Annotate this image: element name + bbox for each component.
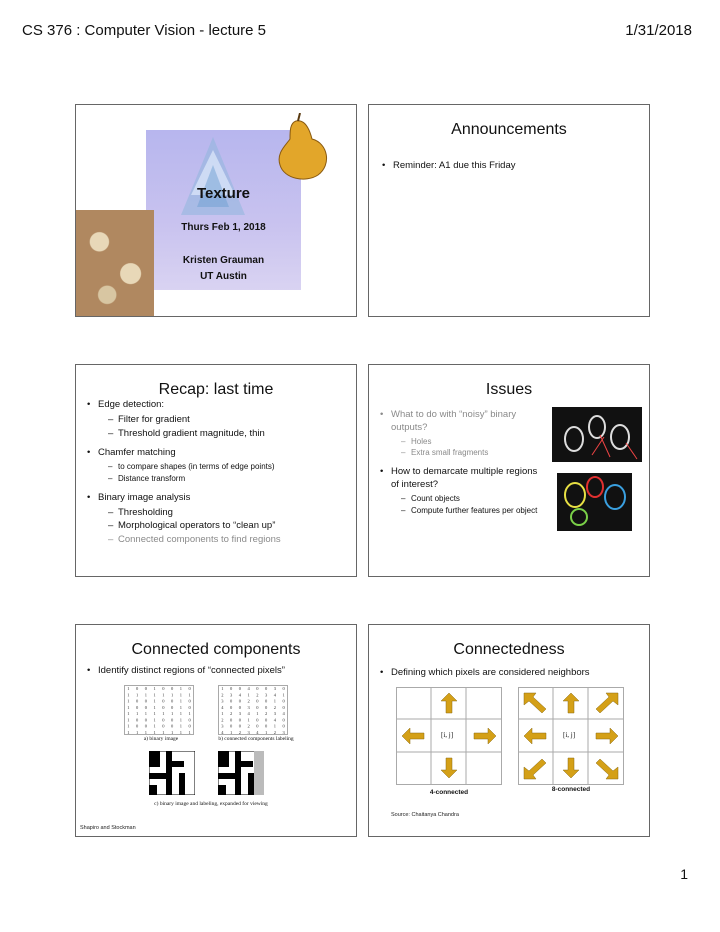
svg-text:0: 0	[135, 723, 139, 729]
svg-text:1: 1	[229, 729, 233, 735]
svg-text:1: 1	[273, 698, 277, 704]
svg-text:2: 2	[273, 729, 277, 735]
slide-title: Connectedness	[453, 641, 565, 658]
svg-text:0: 0	[256, 704, 259, 710]
svg-text:1: 1	[170, 729, 174, 735]
svg-text:0: 0	[238, 717, 242, 723]
svg-text:0: 0	[188, 704, 191, 710]
svg-text:1: 1	[135, 729, 139, 735]
bullet-list	[379, 160, 641, 175]
bullet-list	[377, 667, 647, 682]
svg-text:3: 3	[247, 729, 250, 735]
svg-text:0: 0	[282, 698, 285, 704]
source-credit: Shapiro and Stockman	[80, 825, 136, 831]
bullet-edge-detection: • Edge detection:	[84, 399, 352, 412]
svg-text:4: 4	[247, 686, 250, 691]
svg-text:2: 2	[238, 729, 242, 735]
bullet-binary-image-analysis: • Binary image analysis	[84, 492, 352, 505]
svg-text:1: 1	[179, 723, 183, 729]
svg-text:2: 2	[273, 704, 277, 710]
svg-text:0: 0	[170, 698, 174, 704]
svg-text:2: 2	[247, 723, 250, 729]
source-credit: Source: Chaitanya Chandra	[391, 812, 459, 818]
slide-title: Issues	[485, 381, 533, 398]
svg-text:0: 0	[162, 723, 165, 729]
bullet-define-neighbors: • Defining which pixels are considered neighbors	[377, 667, 647, 680]
svg-text:1: 1	[179, 686, 183, 691]
sub-bullet: – Holes	[377, 437, 547, 448]
svg-text:1: 1	[256, 711, 259, 717]
svg-text:3: 3	[247, 704, 250, 710]
svg-text:1: 1	[127, 686, 130, 691]
slide-issues	[368, 364, 650, 577]
sub-bullet: – Count objects	[377, 494, 547, 505]
slide-date: Thurs Feb 1, 2018	[181, 222, 266, 233]
noisy-faces-image	[552, 407, 642, 462]
bullet-identify-regions: • Identify distinct regions of “connected pixels”	[84, 665, 354, 678]
svg-text:1: 1	[264, 729, 268, 735]
svg-text:0: 0	[135, 686, 139, 691]
svg-text:4: 4	[238, 692, 242, 698]
slide-title: Announcements	[451, 121, 567, 138]
svg-text:1: 1	[247, 692, 250, 698]
header-course-title: CS 376 : Computer Vision - lecture 5	[22, 22, 267, 39]
slide-announcements	[368, 104, 650, 317]
svg-text:1: 1	[127, 729, 130, 735]
svg-text:4: 4	[221, 704, 224, 710]
svg-text:3: 3	[221, 723, 224, 729]
labeled-regions-image	[557, 473, 632, 531]
svg-text:0: 0	[144, 698, 148, 704]
svg-text:3: 3	[229, 692, 233, 698]
labeling-grid	[218, 685, 288, 735]
svg-text:0: 0	[256, 698, 259, 704]
sub-bullet: – Compute further features per object	[377, 506, 547, 517]
slide-connected-components	[75, 624, 357, 837]
svg-text:1: 1	[179, 698, 183, 704]
svg-text:1: 1	[127, 711, 130, 717]
svg-text:2: 2	[229, 711, 233, 717]
bullet-list	[84, 399, 352, 548]
svg-text:0: 0	[144, 704, 148, 710]
svg-text:0: 0	[238, 686, 242, 691]
svg-text:0: 0	[264, 698, 268, 704]
caption-binary-image: a) binary image	[143, 736, 179, 742]
sub-bullet: – Distance transform	[84, 474, 352, 485]
svg-text:1: 1	[188, 692, 191, 698]
bullet-list	[84, 665, 354, 680]
svg-text:1: 1	[135, 692, 139, 698]
svg-text:1: 1	[127, 698, 130, 704]
svg-text:1: 1	[162, 692, 165, 698]
tree-graphic	[171, 135, 256, 225]
svg-text:1: 1	[179, 692, 183, 698]
svg-text:0: 0	[144, 686, 148, 691]
svg-text:1: 1	[153, 698, 156, 704]
pear-image	[266, 113, 338, 183]
svg-text:4: 4	[273, 692, 277, 698]
svg-text:1: 1	[282, 692, 285, 698]
bullet-demarcate-regions: • How to demarcate multiple regions of interest?	[377, 466, 547, 492]
svg-text:2: 2	[247, 698, 250, 704]
sub-bullet: – Threshold gradient magnitude, thin	[84, 428, 352, 441]
svg-text:0: 0	[264, 723, 268, 729]
svg-text:3: 3	[221, 698, 224, 704]
svg-text:2: 2	[256, 692, 259, 698]
svg-text:0: 0	[256, 717, 259, 723]
slide-affiliation: UT Austin	[200, 271, 247, 282]
svg-text:0: 0	[144, 723, 148, 729]
svg-text:1: 1	[179, 729, 183, 735]
svg-text:0: 0	[162, 704, 165, 710]
svg-text:1: 1	[153, 723, 156, 729]
svg-text:1: 1	[127, 692, 130, 698]
svg-text:1: 1	[162, 729, 165, 735]
svg-text:1: 1	[170, 692, 174, 698]
bullet-chamfer-matching: • Chamfer matching	[84, 447, 352, 460]
svg-text:1: 1	[153, 717, 156, 723]
svg-text:1: 1	[221, 711, 224, 717]
svg-text:0: 0	[229, 686, 233, 691]
svg-text:3: 3	[282, 729, 285, 735]
svg-text:0: 0	[162, 686, 165, 691]
svg-text:1: 1	[127, 717, 130, 723]
svg-text:1: 1	[135, 711, 139, 717]
svg-text:3: 3	[273, 711, 277, 717]
svg-text:2: 2	[221, 692, 224, 698]
header-date: 1/31/2018	[625, 22, 692, 39]
svg-text:1: 1	[153, 692, 156, 698]
svg-text:0: 0	[135, 698, 139, 704]
svg-text:0: 0	[144, 717, 148, 723]
svg-text:0: 0	[282, 686, 285, 691]
svg-text:0: 0	[282, 723, 285, 729]
svg-text:1: 1	[144, 711, 148, 717]
center-pixel-label: [i, j]	[563, 731, 576, 739]
svg-text:0: 0	[256, 723, 259, 729]
svg-text:0: 0	[282, 717, 285, 723]
svg-text:1: 1	[170, 711, 174, 717]
svg-text:0: 0	[229, 698, 233, 704]
sponge-texture-image	[76, 210, 154, 316]
svg-text:4: 4	[247, 711, 250, 717]
sub-bullet: – to compare shapes (in terms of edge points)	[84, 462, 352, 473]
svg-text:0: 0	[238, 723, 242, 729]
svg-text:1: 1	[188, 729, 191, 735]
bullet-list	[377, 409, 547, 517]
label-8-connected: 8-connected	[551, 786, 591, 793]
svg-text:1: 1	[179, 704, 183, 710]
svg-text:4: 4	[273, 717, 277, 723]
svg-text:0: 0	[188, 686, 191, 691]
svg-text:0: 0	[264, 717, 268, 723]
svg-text:3: 3	[238, 711, 242, 717]
sub-bullet: – Extra small fragments	[377, 448, 547, 459]
slide-title: Recap: last time	[158, 381, 274, 398]
sub-bullet: – Connected components to find regions	[84, 534, 352, 547]
svg-text:1: 1	[162, 711, 165, 717]
svg-text:1: 1	[273, 723, 277, 729]
svg-text:1: 1	[153, 711, 156, 717]
svg-text:1: 1	[247, 717, 250, 723]
svg-text:0: 0	[170, 723, 174, 729]
svg-text:1: 1	[153, 686, 156, 691]
caption-labeling: b) connected components labeling	[218, 736, 294, 742]
caption-expanded: c) binary image and labeling, expanded for viewing	[154, 801, 268, 807]
svg-text:0: 0	[264, 704, 268, 710]
sub-bullet: – Morphological operators to “clean up”	[84, 520, 352, 533]
svg-text:1: 1	[179, 717, 183, 723]
svg-text:1: 1	[144, 692, 148, 698]
svg-text:3: 3	[264, 692, 268, 698]
svg-text:0: 0	[170, 704, 174, 710]
svg-text:1: 1	[179, 711, 183, 717]
svg-text:0: 0	[188, 717, 191, 723]
slide-recap	[75, 364, 357, 577]
slide-title: Texture	[196, 185, 251, 202]
svg-text:0: 0	[188, 723, 191, 729]
bullet-reminder: • Reminder: A1 due this Friday	[379, 160, 641, 173]
svg-text:1: 1	[144, 729, 148, 735]
svg-text:1: 1	[221, 686, 224, 691]
svg-text:0: 0	[188, 698, 191, 704]
slide-title: Connected components	[131, 641, 301, 658]
svg-text:4: 4	[282, 711, 285, 717]
expanded-binary-image	[149, 751, 195, 795]
svg-text:4: 4	[256, 729, 259, 735]
expanded-labeling-image	[218, 751, 264, 795]
svg-text:4: 4	[221, 729, 224, 735]
svg-text:0: 0	[135, 704, 139, 710]
page-number: 1	[680, 866, 688, 882]
svg-text:0: 0	[170, 686, 174, 691]
slide-texture-title	[75, 104, 357, 317]
svg-text:0: 0	[264, 686, 268, 691]
svg-text:0: 0	[256, 686, 259, 691]
svg-text:1: 1	[188, 711, 191, 717]
svg-text:3: 3	[273, 686, 277, 691]
svg-text:0: 0	[162, 698, 165, 704]
label-4-connected: 4-connected	[429, 789, 469, 796]
center-pixel-label: [i, j]	[441, 731, 454, 739]
sub-bullet: – Filter for gradient	[84, 414, 352, 427]
binary-image-grid	[124, 685, 194, 735]
sub-bullet: – Thresholding	[84, 507, 352, 520]
bullet-noisy-outputs: • What to do with “noisy” binary outputs?	[377, 409, 547, 435]
svg-text:2: 2	[221, 717, 224, 723]
svg-text:0: 0	[229, 704, 233, 710]
svg-text:0: 0	[282, 704, 285, 710]
svg-text:0: 0	[162, 717, 165, 723]
svg-text:0: 0	[229, 717, 233, 723]
svg-text:1: 1	[153, 704, 156, 710]
svg-text:1: 1	[127, 704, 130, 710]
svg-text:1: 1	[127, 723, 130, 729]
svg-text:1: 1	[153, 729, 156, 735]
slide-author: Kristen Grauman	[182, 255, 265, 266]
svg-text:0: 0	[229, 723, 233, 729]
svg-text:0: 0	[170, 717, 174, 723]
svg-text:0: 0	[238, 698, 242, 704]
svg-text:0: 0	[238, 704, 242, 710]
slide-connectedness	[368, 624, 650, 837]
svg-text:2: 2	[264, 711, 268, 717]
svg-text:0: 0	[135, 717, 139, 723]
